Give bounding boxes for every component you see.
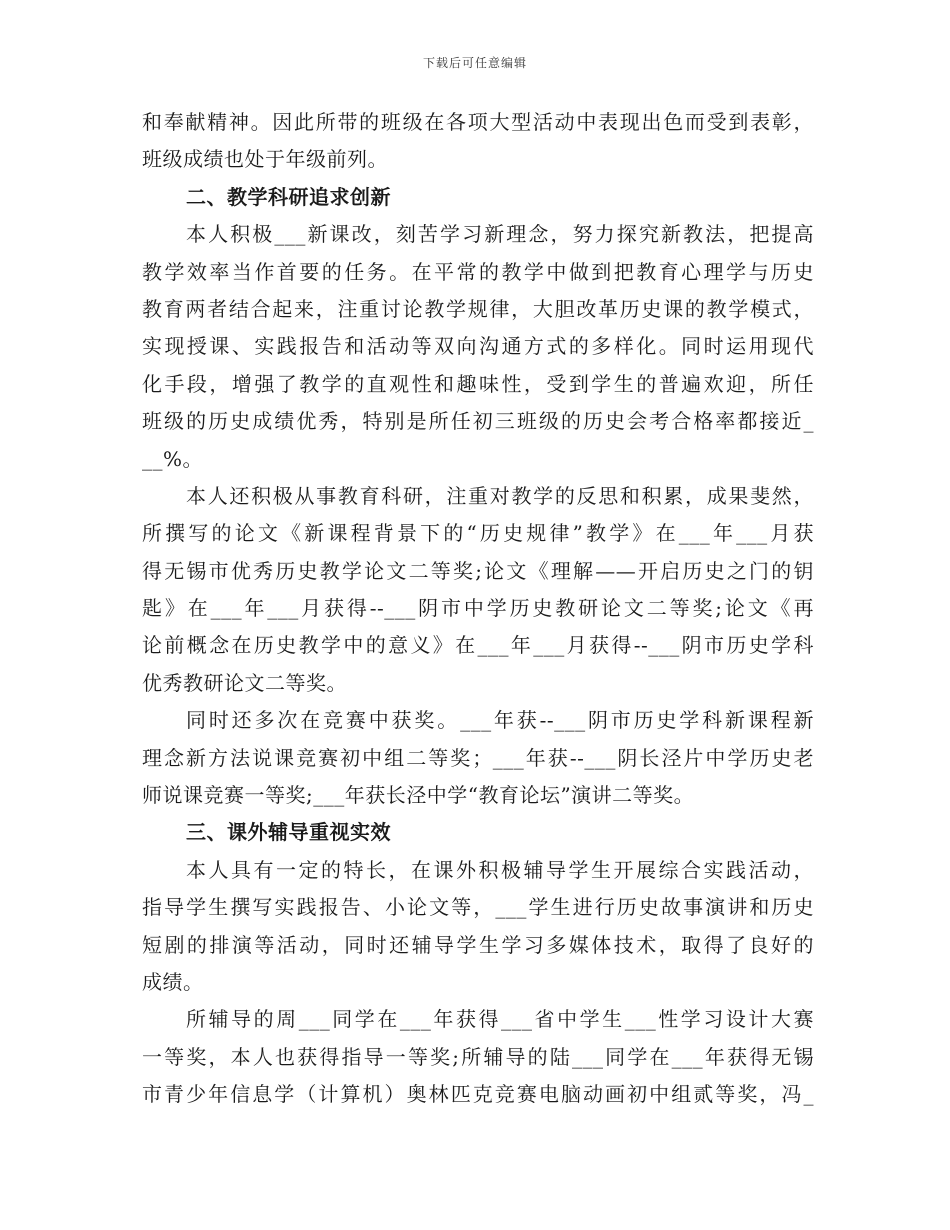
document-body bbox=[142, 104, 814, 1114]
paragraph-line: 同时还多次在竞赛中获奖。___年获--___阴市历史学科新课程新 bbox=[186, 708, 814, 733]
paragraph-line: 匙》在___年___月获得--___阴市中学历史教研论文二等奖;论文《再 bbox=[142, 596, 814, 621]
paragraph-line: 所辅导的周___同学在___年获得___省中学生___性学习设计大赛 bbox=[186, 1007, 814, 1032]
paragraph-line: 所撰写的论文《新课程背景下的“历史规律”教学》在___年___月获 bbox=[142, 521, 814, 546]
paragraph-line: 市青少年信息学（计算机）奥林匹克竞赛电脑动画初中组贰等奖，冯_ bbox=[142, 1082, 814, 1107]
paragraph-line: 本人积极___新课改，刻苦学习新理念，努力探究新教法，把提高 bbox=[186, 222, 814, 247]
section-heading: 三、课外辅导重视实效 bbox=[186, 820, 391, 845]
paragraph-line: 指导学生撰写实践报告、小论文等，___学生进行历史故事演讲和历史 bbox=[142, 895, 814, 920]
paragraph-line: 班级成绩也处于年级前列。 bbox=[142, 147, 388, 172]
paragraph-line: 本人具有一定的特长，在课外积极辅导学生开展综合实践活动， bbox=[186, 857, 814, 882]
paragraph-line: 教育两者结合起来，注重讨论教学规律，大胆改革历史课的教学模式， bbox=[142, 296, 814, 321]
paragraph-line: 化手段，增强了教学的直观性和趣味性，受到学生的普遍欢迎，所任 bbox=[142, 371, 814, 396]
paragraph-line: 和奉献精神。因此所带的班级在各项大型活动中表现出色而受到表彰， bbox=[142, 110, 814, 134]
paragraph-line: 本人还积极从事教育科研，注重对教学的反思和积累，成果斐然， bbox=[186, 483, 814, 508]
paragraph-line: 教学效率当作首要的任务。在平常的教学中做到把教育心理学与历史 bbox=[142, 259, 814, 284]
paragraph-line: 短剧的排演等活动，同时还辅导学生学习多媒体技术，取得了良好的 bbox=[142, 932, 814, 957]
paragraph-line: 班级的历史成绩优秀，特别是所任初三班级的历史会考合格率都接近_ bbox=[142, 409, 814, 434]
paragraph-line: 师说课竞赛一等奖;___年获长泾中学“教育论坛”演讲二等奖。 bbox=[142, 783, 695, 808]
paragraph-line: 成绩。 bbox=[142, 969, 204, 994]
paragraph-line: 优秀教研论文二等奖。 bbox=[142, 670, 347, 695]
paragraph-line: __%。 bbox=[142, 446, 204, 471]
paragraph-line: 理念新方法说课竞赛初中组二等奖；___年获--___阴长泾片中学历史老 bbox=[142, 745, 814, 770]
page-header: 下载后可任意编辑 bbox=[422, 56, 527, 70]
paragraph-line: 论前概念在历史教学中的意义》在___年___月获得--___阴市历史学科 bbox=[142, 633, 814, 658]
section-heading: 二、教学科研追求创新 bbox=[186, 184, 391, 209]
paragraph-line: 实现授课、实践报告和活动等双向沟通方式的多样化。同时运用现代 bbox=[142, 334, 814, 359]
paragraph-line: 得无锡市优秀历史教学论文二等奖;论文《理解——开启历史之门的钥 bbox=[142, 558, 814, 583]
paragraph-line: 一等奖，本人也获得指导一等奖;所辅导的陆___同学在___年获得无锡 bbox=[142, 1044, 814, 1069]
